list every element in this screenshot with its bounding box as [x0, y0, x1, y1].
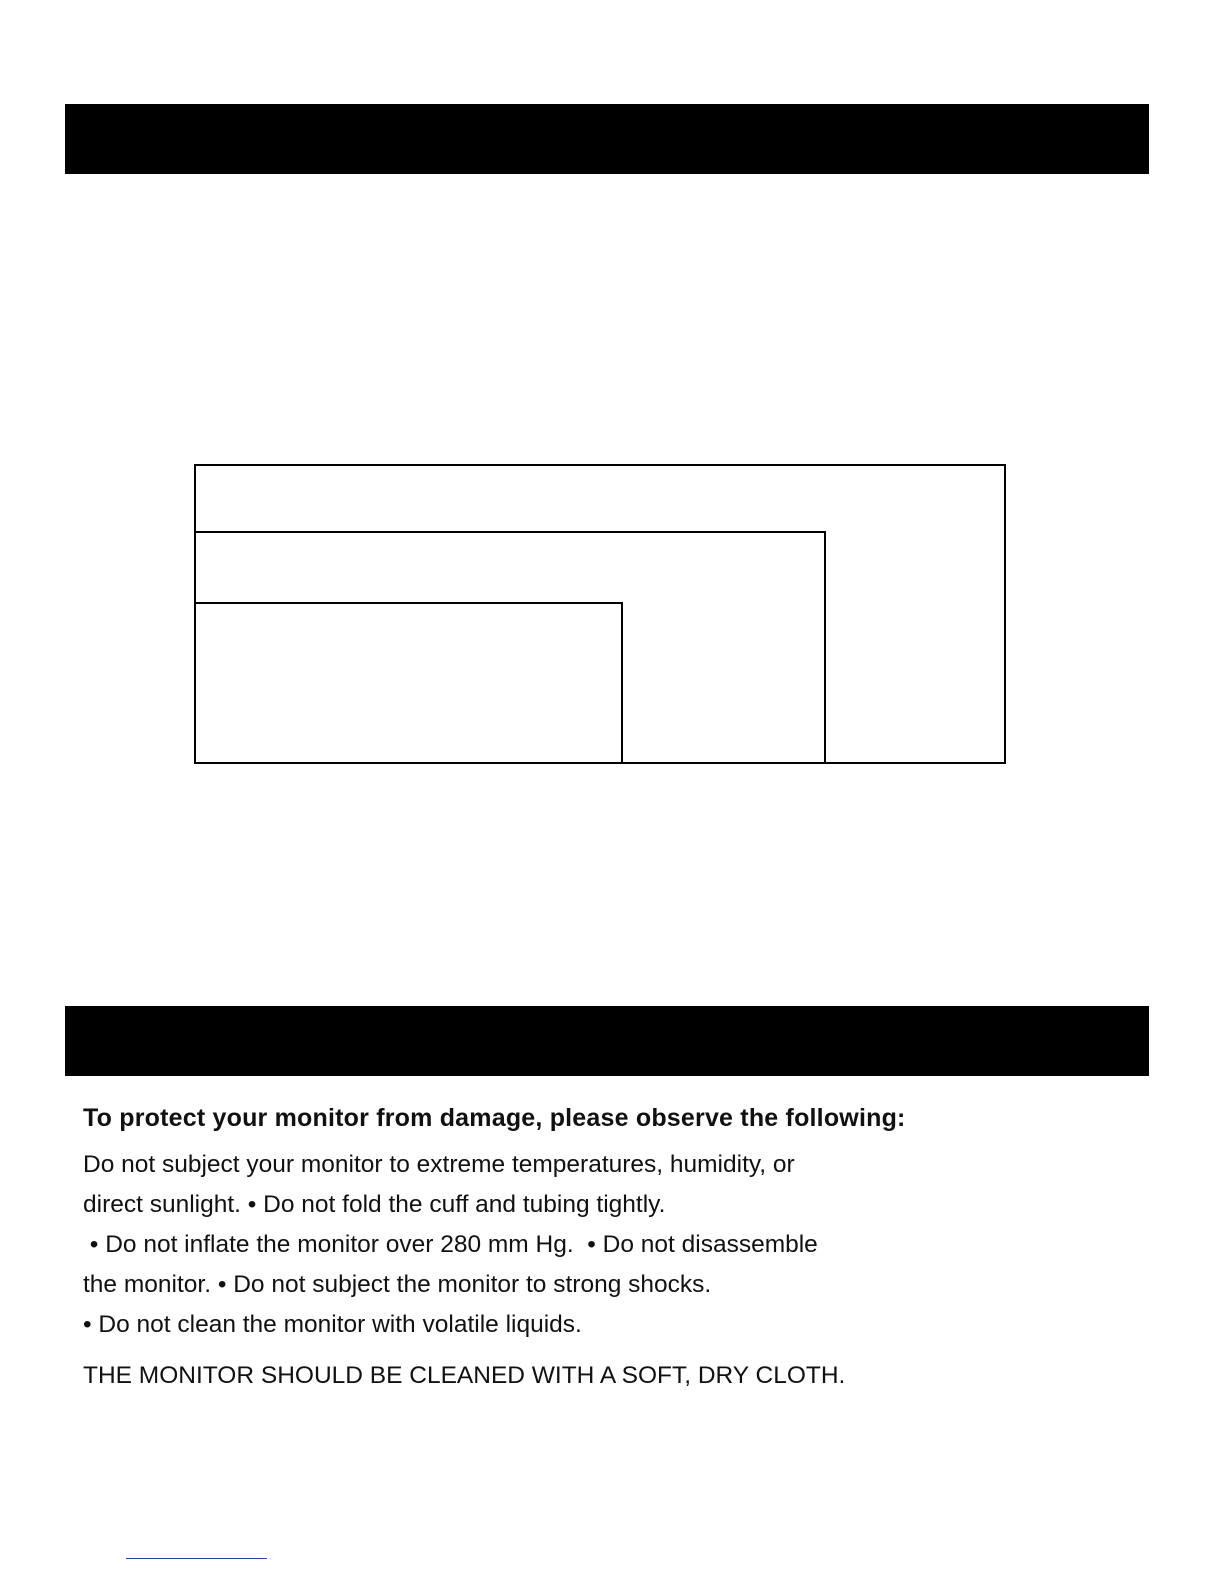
care-body-line: Do not subject your monitor to extreme temperatures, humidity, or — [83, 1151, 795, 1178]
care-body-line: the monitor. • Do not subject the monitor to strong shocks. — [83, 1271, 712, 1298]
section-header-bar-care — [65, 1006, 1149, 1076]
care-instructions — [83, 1100, 943, 1396]
care-body-line: • Do not clean the monitor with volatile liquids. — [83, 1311, 582, 1338]
nested-box-diagram — [194, 464, 1006, 764]
care-body-line: direct sunlight. • Do not fold the cuff and tubing tightly. — [83, 1191, 666, 1218]
section-header-bar-top — [65, 104, 1149, 174]
cleaning-note: THE MONITOR SHOULD BE CLEANED WITH A SOFT, DRY CLOTH. — [83, 1362, 846, 1389]
diagram-inner-box — [194, 602, 623, 764]
care-body — [83, 1145, 943, 1345]
care-body-line: • Do not inflate the monitor over 280 mm Hg. • Do not disassemble — [83, 1231, 818, 1258]
footer-rule — [126, 1558, 267, 1559]
care-heading: To protect your monitor from damage, please observe the following: — [83, 1104, 906, 1132]
